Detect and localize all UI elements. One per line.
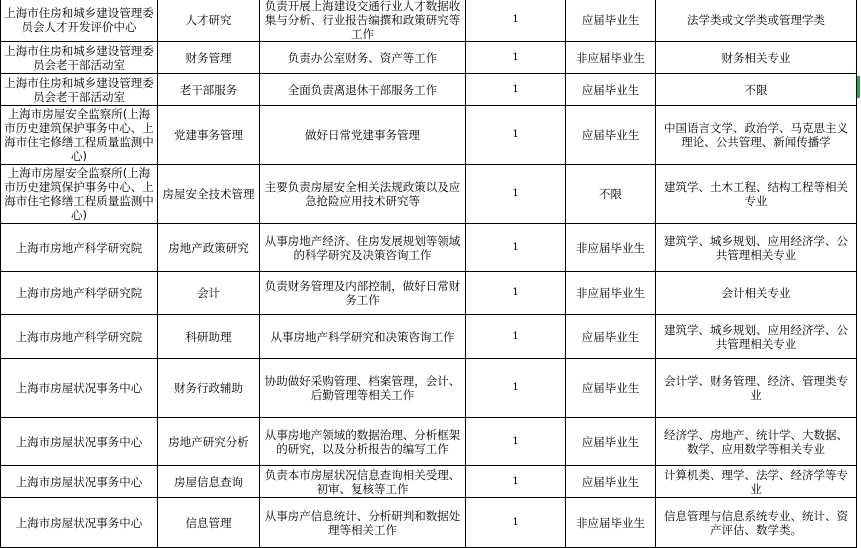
table-row [1,359,857,418]
table-row [1,272,857,315]
count-cell[interactable]: 1 [466,418,566,466]
count-cell[interactable]: 1 [466,42,566,74]
table-row [1,315,857,359]
candidate-type-cell[interactable]: 应届毕业生 [566,466,656,498]
position-cell[interactable]: 信息管理 [158,498,260,548]
count-cell[interactable]: 1 [466,74,566,106]
duties-cell[interactable]: 负责财务管理及内部控制，做好日常财务工作 [260,272,466,315]
position-cell[interactable]: 房屋安全技术管理 [158,165,260,224]
duties-cell[interactable]: 全面负责离退休干部服务工作 [260,74,466,106]
unit-cell[interactable]: 上海市房屋安全监察所(上海市历史建筑保护事务中心、上海市住宅修缮工程质量监测中心) [1,106,158,165]
major-cell[interactable]: 会计学、财务管理、经济、管理类专业 [656,359,857,418]
duties-cell[interactable]: 从事房地产领域的数据治理、分析框架的研究，以及分析报告的编写工作 [260,418,466,466]
position-cell[interactable]: 科研助理 [158,315,260,359]
unit-cell[interactable]: 上海市房屋状况事务中心 [1,359,158,418]
unit-cell[interactable]: 上海市房屋状况事务中心 [1,418,158,466]
position-cell[interactable]: 房屋信息查询 [158,466,260,498]
table-row [1,106,857,165]
major-cell[interactable]: 建筑学、土木工程、结构工程等相关专业 [656,165,857,224]
position-cell[interactable]: 老干部服务 [158,74,260,106]
major-cell[interactable]: 建筑学、城乡规划、应用经济学、公共管理相关专业 [656,315,857,359]
count-cell[interactable]: 1 [466,272,566,315]
major-cell[interactable]: 信息管理与信息系统专业、统计、资产评估、数学类。 [656,498,857,548]
position-cell[interactable]: 房地产政策研究 [158,224,260,272]
major-cell[interactable]: 不限 [656,74,857,106]
position-cell[interactable]: 党建事务管理 [158,106,260,165]
major-cell[interactable]: 经济学、房地产、统计学、大数据、数学、应用数学等相关专业 [656,418,857,466]
candidate-type-cell[interactable]: 不限 [566,165,656,224]
count-cell[interactable]: 1 [466,106,566,165]
unit-cell[interactable]: 上海市房地产科学研究院 [1,224,158,272]
position-cell[interactable]: 财务行政辅助 [158,359,260,418]
unit-cell[interactable]: 上海市房地产科学研究院 [1,315,158,359]
unit-cell[interactable]: 上海市房地产科学研究院 [1,272,158,315]
candidate-type-cell[interactable]: 非应届毕业生 [566,224,656,272]
duties-cell[interactable]: 负责开展上海建设交通行业人才数据收集与分析、行业报告编撰和政策研究等工作 [260,0,466,42]
duties-cell[interactable]: 从事房地产科学研究和决策咨询工作 [260,315,466,359]
candidate-type-cell[interactable]: 应届毕业生 [566,0,656,42]
unit-cell[interactable]: 上海市房屋安全监察所(上海市历史建筑保护事务中心、上海市住宅修缮工程质量监测中心) [1,165,158,224]
candidate-type-cell[interactable]: 应届毕业生 [566,418,656,466]
duties-cell[interactable]: 负责办公室财务、资产等工作 [260,42,466,74]
major-cell[interactable]: 财务相关专业 [656,42,857,74]
major-cell[interactable]: 中国语言文学、政治学、马克思主义理论、公共管理、新闻传播学 [656,106,857,165]
position-cell[interactable]: 房地产研究分析 [158,418,260,466]
count-cell[interactable]: 1 [466,498,566,548]
candidate-type-cell[interactable]: 应届毕业生 [566,359,656,418]
cell-selection-marker [857,76,860,98]
unit-cell[interactable]: 上海市住房和城乡建设管理委员会人才开发评价中心 [1,0,158,42]
unit-cell[interactable]: 上海市住房和城乡建设管理委员会老干部活动室 [1,74,158,106]
duties-cell[interactable]: 从事房产信息统计、分析研判和数据处理等相关工作 [260,498,466,548]
count-cell[interactable]: 1 [466,224,566,272]
duties-cell[interactable]: 负责本市房屋状况信息查询相关受理、初审、复核等工作 [260,466,466,498]
major-cell[interactable]: 建筑学、城乡规划、应用经济学、公共管理相关专业 [656,224,857,272]
duties-cell[interactable]: 协助做好采购管理、档案管理，会计、后勤管理等相关工作 [260,359,466,418]
count-cell[interactable]: 1 [466,165,566,224]
candidate-type-cell[interactable]: 应届毕业生 [566,106,656,165]
table-row [1,74,857,106]
major-cell[interactable]: 计算机类、理学、法学、经济学等专业 [656,466,857,498]
candidate-type-cell[interactable]: 应届毕业生 [566,315,656,359]
unit-cell[interactable]: 上海市房屋状况事务中心 [1,498,158,548]
table-row [1,466,857,498]
candidate-type-cell[interactable]: 非应届毕业生 [566,272,656,315]
duties-cell[interactable]: 主要负责房屋安全相关法规政策以及应急抢险应用技术研究等 [260,165,466,224]
table-body [1,0,857,548]
candidate-type-cell[interactable]: 非应届毕业生 [566,42,656,74]
unit-cell[interactable]: 上海市住房和城乡建设管理委员会老干部活动室 [1,42,158,74]
table-row [1,42,857,74]
table-row [1,0,857,42]
table-row [1,498,857,548]
candidate-type-cell[interactable]: 应届毕业生 [566,74,656,106]
count-cell[interactable]: 1 [466,359,566,418]
duties-cell[interactable]: 从事房地产经济、住房发展规划等领域的科学研究及决策咨询工作 [260,224,466,272]
count-cell[interactable]: 1 [466,315,566,359]
table-row [1,165,857,224]
major-cell[interactable]: 会计相关专业 [656,272,857,315]
position-cell[interactable]: 会计 [158,272,260,315]
table-row [1,418,857,466]
duties-cell[interactable]: 做好日常党建事务管理 [260,106,466,165]
unit-cell[interactable]: 上海市房屋状况事务中心 [1,466,158,498]
major-cell[interactable]: 法学类或文学类或管理学类 [656,0,857,42]
position-cell[interactable]: 财务管理 [158,42,260,74]
count-cell[interactable]: 1 [466,0,566,42]
count-cell[interactable]: 1 [466,466,566,498]
position-cell[interactable]: 人才研究 [158,0,260,42]
candidate-type-cell[interactable]: 非应届毕业生 [566,498,656,548]
table-row [1,224,857,272]
